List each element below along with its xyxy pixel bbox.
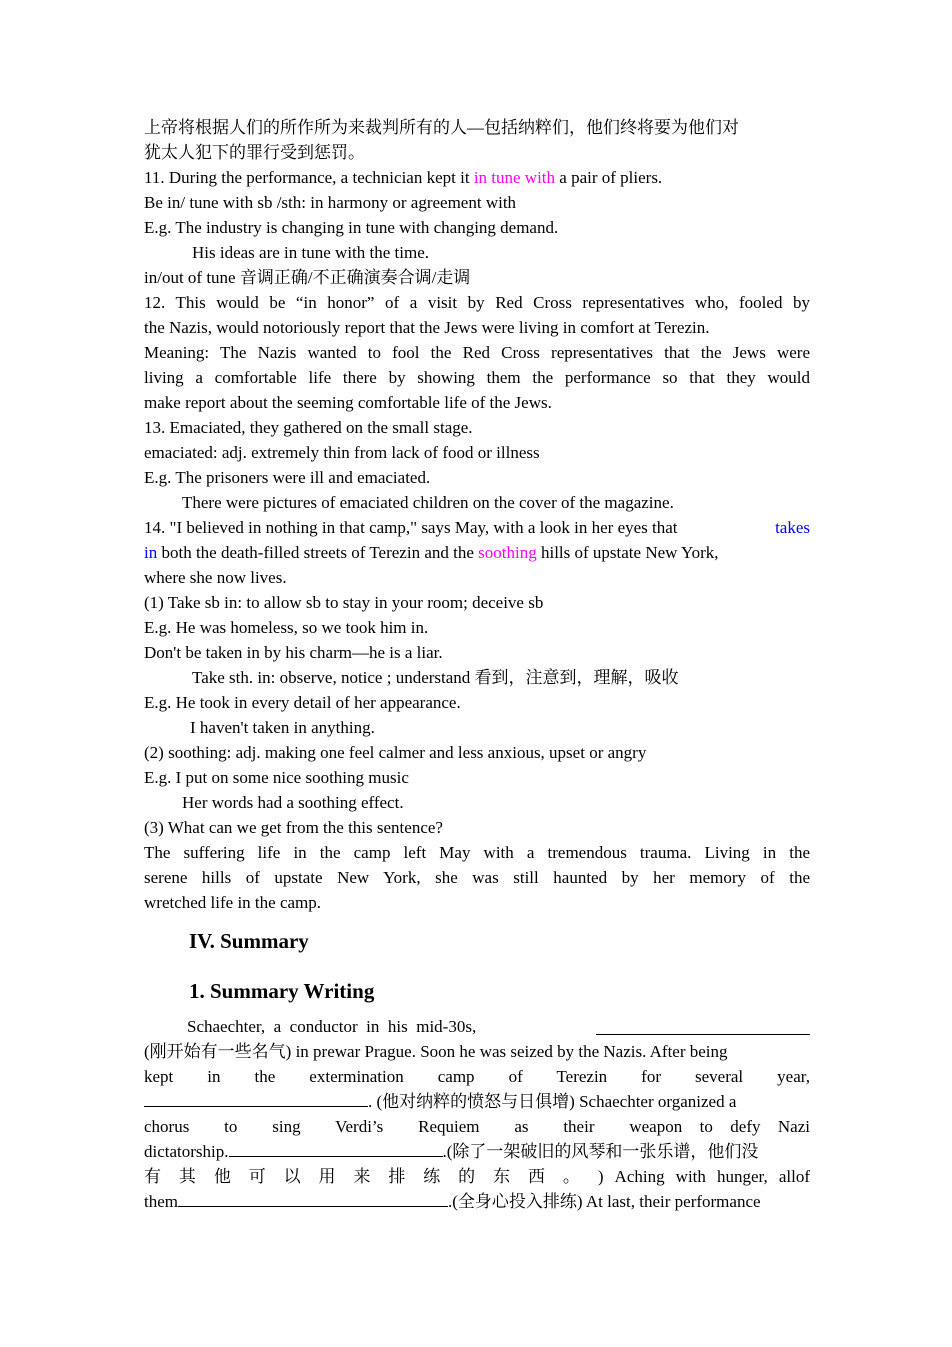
text-line: serene hills of upstate New York, she was still haunted by her memory of the: [144, 868, 810, 887]
text-span: a pair of pliers.: [555, 168, 663, 187]
text-line: Meaning: The Nazis wanted to fool the Red Cross representatives that the Jews were: [144, 343, 810, 362]
subsection-heading: 1. Summary Writing: [189, 979, 375, 1003]
text-line: I haven't taken in anything.: [190, 718, 375, 737]
text-line: (3) What can we get from the this sentence?: [144, 818, 443, 837]
highlight-phrase: in tune with: [473, 168, 556, 187]
highlight-phrase: takes: [775, 518, 810, 537]
text-span: .(全身心投入排练) At last, their performance: [448, 1192, 761, 1211]
text-line: The suffering life in the camp left May with a tremendous trauma. Living in the: [144, 843, 810, 862]
text-span: both the death-filled streets of Terezin and the: [157, 543, 479, 562]
text-line: E.g. I put on some nice soothing music: [144, 768, 409, 787]
text-line: E.g. The prisoners were ill and emaciated.: [144, 468, 431, 487]
text-line-14: [144, 515, 810, 540]
text-line: (2) soothing: adj. making one feel calmer and less anxious, upset or angry: [144, 743, 647, 762]
text-line: Don't be taken in by his charm—he is a liar.: [144, 643, 443, 662]
text-line: make report about the seeming comfortable life of the Jews.: [144, 393, 552, 412]
text-line: 上帝将根据人们的所作所为来裁判所有的人—包括纳粹们，他们终将要为他们对: [144, 118, 739, 137]
text-line: [144, 540, 810, 565]
text-span: . (他对纳粹的愤怒与日俱增) Schaechter organized a: [368, 1092, 737, 1111]
text-line: [144, 1139, 810, 1164]
text-line: emaciated: adj. extremely thin from lack of food or illness: [144, 443, 540, 462]
fill-blank[interactable]: [178, 1189, 448, 1207]
highlight-phrase: in: [144, 543, 158, 562]
text-line: [144, 1189, 810, 1214]
text-line: wretched life in the camp.: [144, 893, 322, 912]
text-line: in/out of tune 音调正确/不正确演奏合调/走调: [144, 268, 471, 287]
section-heading: IV. Summary: [189, 929, 309, 953]
text-line: Schaechter, a conductor in his mid-30s,: [187, 1017, 477, 1036]
text-line-11: [144, 165, 662, 190]
fill-blank[interactable]: [229, 1139, 443, 1157]
text-line: Be in/ tune with sb /sth: in harmony or agreement with: [144, 193, 517, 212]
text-line: E.g. He was homeless, so we took him in.: [144, 618, 429, 637]
text-line: the Nazis, would notoriously report that the Jews were living in comfort at Terezin.: [144, 318, 710, 337]
text-line: There were pictures of emaciated children on the cover of the magazine.: [182, 493, 674, 512]
highlight-phrase: soothing: [478, 543, 537, 562]
text-line: E.g. The industry is changing in tune with changing demand.: [144, 218, 559, 237]
text-line: [144, 1089, 810, 1114]
text-span: 14. "I believed in nothing in that camp," says May, with a look in her eyes that: [144, 518, 682, 537]
text-line: 有 其 他 可 以 用 来 排 练 的 东 西 。 ) Aching with hunger, allof: [144, 1167, 810, 1186]
text-span: .(除了一架破旧的风琴和一张乐谱，他们没: [442, 1142, 759, 1161]
text-line: Take sth. in: observe, notice ; understand 看到，注意到，理解，吸收: [192, 668, 679, 687]
text-line: where she now lives.: [144, 568, 287, 587]
text-line: kept in the extermination camp of Terezin for several year,: [144, 1067, 810, 1086]
text-span: 11. During the performance, a technician kept it: [144, 168, 474, 187]
text-line: E.g. He took in every detail of her appearance.: [144, 693, 461, 712]
text-span: hills of upstate New York,: [536, 543, 719, 562]
text-line: 犹太人犯下的罪行受到惩罚。: [144, 143, 365, 162]
text-line: Her words had a soothing effect.: [182, 793, 404, 812]
fill-blank[interactable]: [144, 1089, 368, 1107]
text-line: chorus to sing Verdi’s Requiem as their weapon to defy Nazi: [144, 1117, 810, 1136]
text-line: 13. Emaciated, they gathered on the small stage.: [144, 418, 473, 437]
text-line: (刚开始有一些名气) in prewar Prague. Soon he was seized by the Nazis. After being: [144, 1042, 728, 1061]
text-span: dictatorship.: [144, 1142, 229, 1161]
text-line: (1) Take sb in: to allow sb to stay in your room; deceive sb: [144, 593, 544, 612]
fill-blank[interactable]: [596, 1017, 810, 1035]
text-line: 12. This would be “in honor” of a visit by Red Cross representatives who, fooled by: [144, 293, 810, 312]
text-line: His ideas are in tune with the time.: [192, 243, 429, 262]
text-span: them: [144, 1192, 178, 1211]
text-line: living a comfortable life there by showing them the performance so that they would: [144, 368, 810, 387]
